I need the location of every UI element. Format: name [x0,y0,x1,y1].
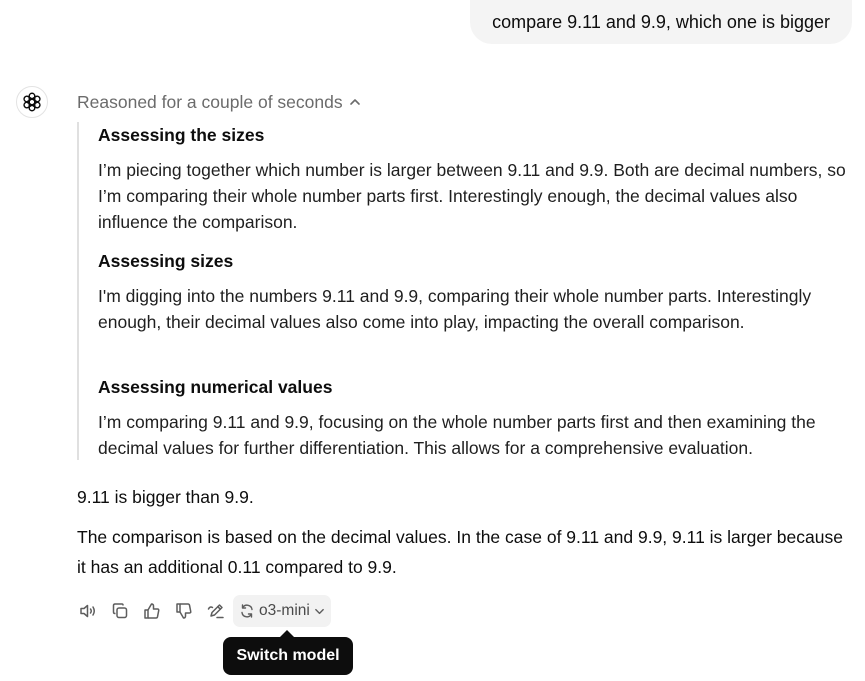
switch-model-button[interactable] [233,595,331,627]
answer-paragraph: 9.11 is bigger than 9.9. [77,487,254,507]
chevron-up-icon [349,96,361,108]
reasoning-header-text: Reasoned for a couple of seconds [77,92,343,112]
reasoning-step-title: Assessing numerical values [98,377,333,397]
assistant-avatar [16,86,48,118]
good-response-button[interactable] [136,595,168,627]
reasoning-step-body: I’m piecing together which number is larger between 9.11 and 9.9. Both are decimal numbers, so I’m comparing their whole number parts first. Interestingly enough, the decimal values also influence the comparison. [98,160,846,232]
chevron-down-icon [314,606,325,617]
read-aloud-button[interactable] [72,595,104,627]
user-message-text: compare 9.11 and 9.9, which one is bigger [492,12,830,32]
thumbs-up-icon [142,601,162,621]
bad-response-button[interactable] [168,595,200,627]
read-aloud-icon [78,601,98,621]
reasoning-step-title: Assessing the sizes [98,125,265,145]
reasoning-steps [77,122,852,460]
reasoning-step-body: I’m comparing 9.11 and 9.9, focusing on the whole number parts first and then examining the decimal values for further differentiation. This allows for a comprehensive evaluation. [98,412,816,458]
refresh-icon [239,603,255,619]
message-actions [72,594,331,628]
edit-in-canvas-button[interactable] [200,595,232,627]
edit-canvas-icon [206,601,226,621]
reasoning-step-body: I'm digging into the numbers 9.11 and 9.9, comparing their whole number parts. Interestingly enough, their decimal values also come into play, impacting the overall comparison. [98,286,812,332]
thumbs-down-icon [174,601,194,621]
model-label: o3-mini [259,602,310,619]
copy-icon [110,601,130,621]
openai-logo-icon [21,91,43,113]
copy-button[interactable] [104,595,136,627]
reasoning-step-title: Assessing sizes [98,251,234,271]
switch-model-tooltip: Switch model [223,637,353,675]
user-message-bubble [470,0,852,44]
reasoning-toggle[interactable] [77,90,361,114]
answer-paragraph: The comparison is based on the decimal values. In the case of 9.11 and 9.9, 9.11 is larger because it has an additional 0.11 compared to 9.9. [77,527,843,577]
